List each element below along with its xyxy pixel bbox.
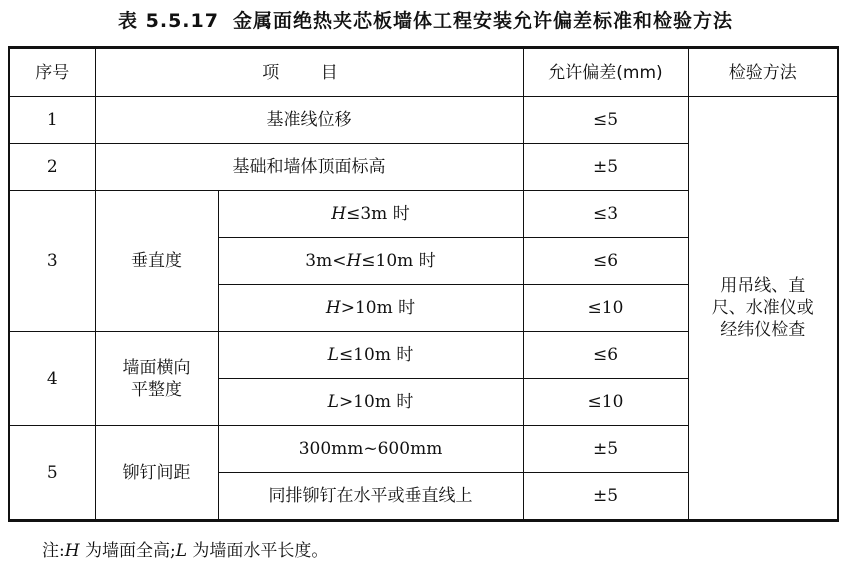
- row-tolerance: ≤10: [523, 379, 688, 426]
- row-tolerance: ≤6: [523, 238, 688, 285]
- header-item: 项 目: [95, 48, 523, 97]
- method-line: 用吊线、直: [720, 276, 806, 296]
- row-item: 基准线位移: [95, 97, 523, 144]
- row-tolerance: ≤3: [523, 191, 688, 238]
- table-note: 注:H 为墙面全高;L 为墙面水平长度。: [42, 541, 329, 561]
- row-no: 3: [9, 191, 95, 332]
- row-no: 1: [9, 97, 95, 144]
- row-tolerance: ≤6: [523, 332, 688, 379]
- header-row: [9, 48, 838, 97]
- row-no: 2: [9, 144, 95, 191]
- header-method: 检验方法: [688, 48, 838, 97]
- table-row: [9, 97, 838, 144]
- row-condition: L≤10m 时: [218, 332, 523, 379]
- inspection-method: [688, 97, 838, 521]
- method-line: 尺、水准仪或: [711, 298, 814, 318]
- row-condition: 3m<H≤10m 时: [218, 238, 523, 285]
- row-condition: H>10m 时: [218, 285, 523, 332]
- method-line: 经纬仪检查: [720, 320, 806, 340]
- row-item: 铆钉间距: [95, 426, 218, 521]
- header-no: 序号: [9, 48, 95, 97]
- tolerance-table: [8, 46, 839, 522]
- row-tolerance: ≤5: [523, 97, 688, 144]
- row-tolerance: ±5: [523, 473, 688, 521]
- row-tolerance: ≤10: [523, 285, 688, 332]
- row-tolerance: ±5: [523, 144, 688, 191]
- header-tolerance: 允许偏差(mm): [523, 48, 688, 97]
- row-item: 垂直度: [95, 191, 218, 332]
- row-condition: L>10m 时: [218, 379, 523, 426]
- row-condition: H≤3m 时: [218, 191, 523, 238]
- table-title: [0, 6, 851, 33]
- table-number: 表 5.5.17: [118, 10, 219, 32]
- row-condition: 同排铆钉在水平或垂直线上: [218, 473, 523, 521]
- row-no: 4: [9, 332, 95, 426]
- table-title-text: 金属面绝热夹芯板墙体工程安装允许偏差标准和检验方法: [232, 10, 733, 32]
- row-tolerance: ±5: [523, 426, 688, 473]
- row-item: 墙面横向 平整度: [95, 332, 218, 426]
- row-condition: 300mm~600mm: [218, 426, 523, 473]
- row-no: 5: [9, 426, 95, 521]
- row-item: 基础和墙体顶面标高: [95, 144, 523, 191]
